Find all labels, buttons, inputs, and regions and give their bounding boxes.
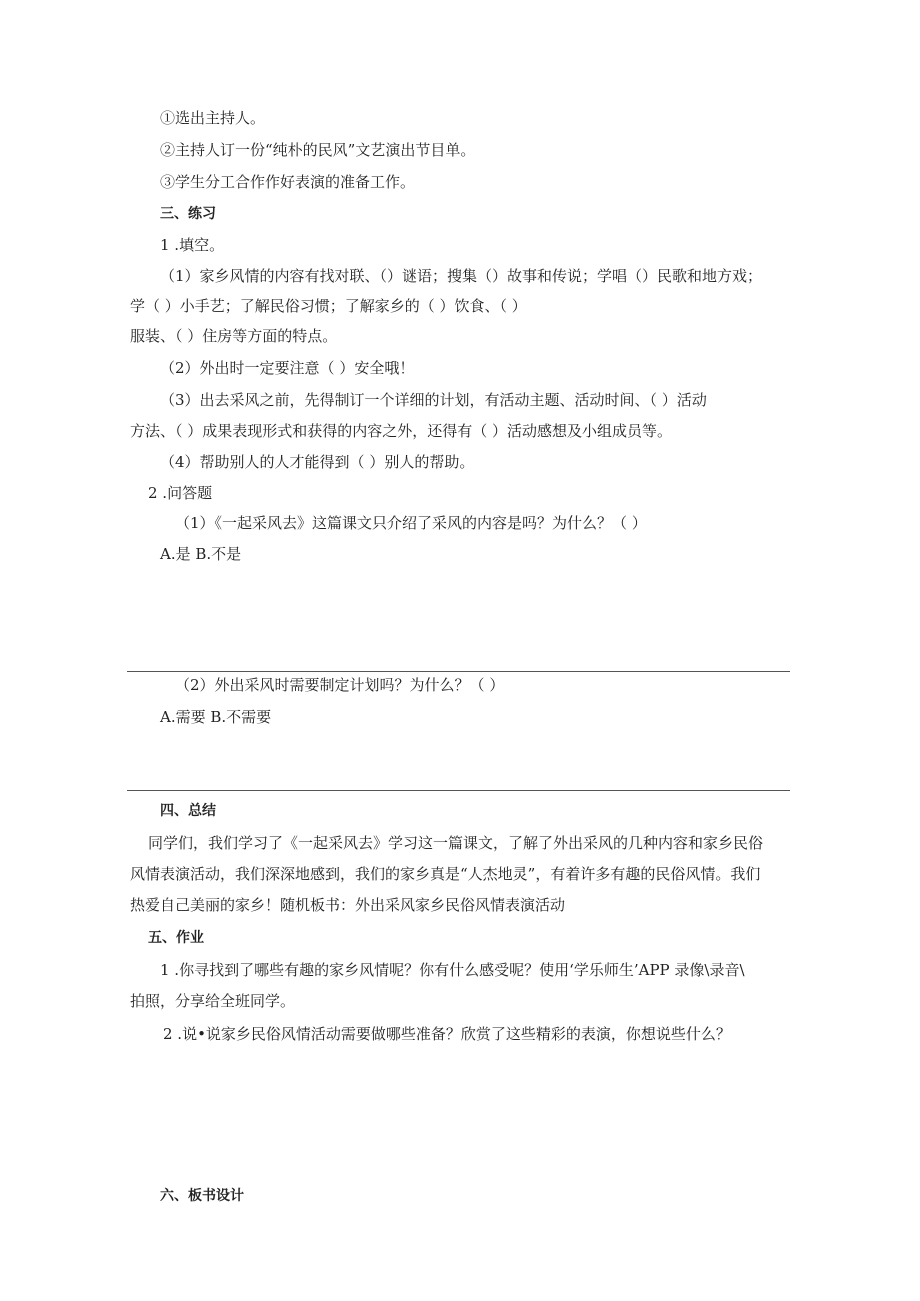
homework-1-line-1: 1 .你寻找到了哪些有趣的家乡风情呢？你有什么感受呢？使用‘学乐师生’APP 录像\录音\ <box>160 961 745 979</box>
summary-line-1: 同学们，我们学习了《一起采风去》学习这一篇课文，了解了外出采风的几种内容和家乡民俗 <box>148 834 764 852</box>
fill-item-1-line-3: 服装、（ ）住房等方面的特点。 <box>130 327 338 345</box>
fill-item-2: （2）外出时一定要注意（ ）安全哦！ <box>160 359 415 377</box>
section-5-heading: 五、作业 <box>148 930 204 946</box>
homework-2: 2 .说•说家乡民俗风情活动需要做哪些准备？欣赏了这些精彩的表演，你想说些什么？ <box>163 1025 731 1043</box>
fill-item-3-line-2: 方法、（ ）成果表现形式和获得的内容之外，还得有（ ）活动感想及小组成员等。 <box>130 422 673 440</box>
summary-line-2: 风情表演活动，我们深深地感到，我们的家乡真是“人杰地灵”，有着许多有趣的民俗风情。我们 <box>130 865 761 883</box>
qa-question-2: （2）外出采风时需要制定计划吗？为什么？（ ） <box>175 676 505 694</box>
qa-question-1: （1）《一起采风去》这篇课文只介绍了采风的内容是吗？为什么？（ ） <box>175 514 647 532</box>
fill-item-1-line-2: 学（ ）小手艺；了解民俗习惯；了解家乡的（ ）饮食、（ ） <box>130 297 527 315</box>
fill-item-3-line-1: （3）出去采风之前，先得制订一个详细的计划，有活动主题、活动时间、（ ）活动 <box>160 391 707 409</box>
section-6-heading: 六、板书设计 <box>160 1188 244 1204</box>
answer-line-1 <box>127 671 790 672</box>
qa-title: 2 .问答题 <box>148 484 213 502</box>
fill-item-4: （4）帮助别人的人才能得到（ ）别人的帮助。 <box>160 453 475 471</box>
homework-1-line-2: 拍照，分享给全班同学。 <box>130 992 296 1010</box>
qa-question-2-options: A.需要 B.不需要 <box>160 708 272 726</box>
step-3: ③学生分工合作作好表演的准备工作。 <box>160 173 416 191</box>
qa-question-1-options: A.是 B.不是 <box>160 545 242 563</box>
fill-item-1-line-1: （1）家乡风情的内容有找对联、（）谜语；搜集（）故事和传说；学唱（）民歌和地方戏； <box>160 267 763 285</box>
summary-line-3: 热爱自己美丽的家乡！随机板书：外出采风家乡民俗风情表演活动 <box>130 896 566 914</box>
step-2: ②主持人订一份“纯朴的民风”文艺演出节目单。 <box>160 141 476 159</box>
step-1: ①选出主持人。 <box>160 109 266 127</box>
answer-line-2 <box>127 790 790 791</box>
section-3-heading: 三、练习 <box>160 206 216 222</box>
fill-blank-title: 1 .填空。 <box>160 236 225 254</box>
section-4-heading: 四、总结 <box>160 803 216 819</box>
